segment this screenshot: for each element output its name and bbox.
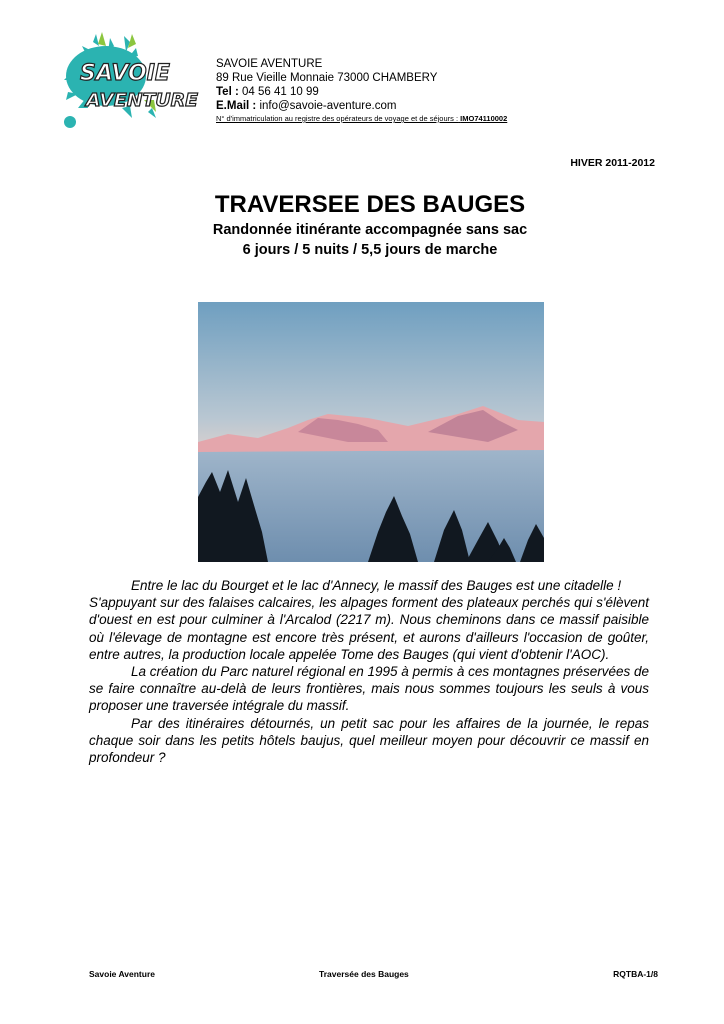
mountain-photo bbox=[198, 302, 544, 562]
footer-center: Traversée des Bauges bbox=[319, 969, 409, 979]
body-paragraph-4: Par des itinéraires détournés, un petit sac pour les affaires de la journée, le repas chaque soir dans les petits hôtels baujus, quel meilleur moyen pour découvrir ce massif en profondeur ? bbox=[89, 715, 649, 766]
body-paragraph-2: S'appuyant sur des falaises calcaires, les alpages forment des plateaux perchés qui s'élèvent d'ouest en est pour culminer à l'Arcalod (2217 m). Nous cheminons dans ce massif paisible où l'élevage de montagne est encore très présent, et aurons d'ailleurs l'occasion de goûter, entre autres, la production locale appelée Tome des Bauges (qui vient d'obtenir l'AOC). bbox=[89, 595, 649, 662]
body-paragraph-3: La création du Parc naturel régional en 1995 à permis à ces montagnes préservées de se faire connaître au-delà de leurs frontières, mais nous sommes toujours les seuls à vous proposer une traversée intégrale du massif. bbox=[89, 664, 649, 714]
subtitle-trip-type: Randonnée itinérante accompagnée sans sac bbox=[212, 222, 528, 238]
company-email bbox=[216, 99, 507, 113]
company-name: SAVOIE AVENTURE bbox=[216, 58, 323, 70]
phone-number: 04 56 41 10 99 bbox=[242, 86, 319, 98]
subtitle-duration: 6 jours / 5 nuits / 5,5 jours de marche bbox=[242, 242, 498, 258]
registration-number: IMO74110002 bbox=[460, 114, 508, 123]
company-phone bbox=[216, 85, 507, 99]
company-address: 89 Rue Vieille Monnaie 73000 CHAMBERY bbox=[216, 72, 438, 84]
body-text bbox=[89, 577, 649, 766]
footer-left: Savoie Aventure bbox=[89, 969, 155, 979]
email-address[interactable]: info@savoie-aventure.com bbox=[259, 100, 397, 112]
registration-line bbox=[216, 113, 507, 125]
logo-line1: SAVOIE bbox=[80, 61, 170, 86]
footer-right: RQTBA-1/8 bbox=[613, 969, 658, 979]
phone-label: Tel : bbox=[216, 86, 239, 98]
savoie-aventure-logo bbox=[52, 30, 204, 134]
page-title: TRAVERSEE DES BAUGES bbox=[214, 191, 526, 218]
company-info bbox=[216, 57, 507, 125]
registration-text: N° d'immatriculation au registre des opérateurs de voyage et de séjours : bbox=[216, 114, 459, 123]
body-paragraph-1: Entre le lac du Bourget et le lac d'Annecy, le massif des Bauges est une citadelle ! bbox=[131, 578, 622, 593]
logo-line2: AVENTURE bbox=[83, 90, 199, 111]
season-label: HIVER 2011-2012 bbox=[570, 157, 655, 169]
email-label: E.Mail : bbox=[216, 100, 257, 112]
